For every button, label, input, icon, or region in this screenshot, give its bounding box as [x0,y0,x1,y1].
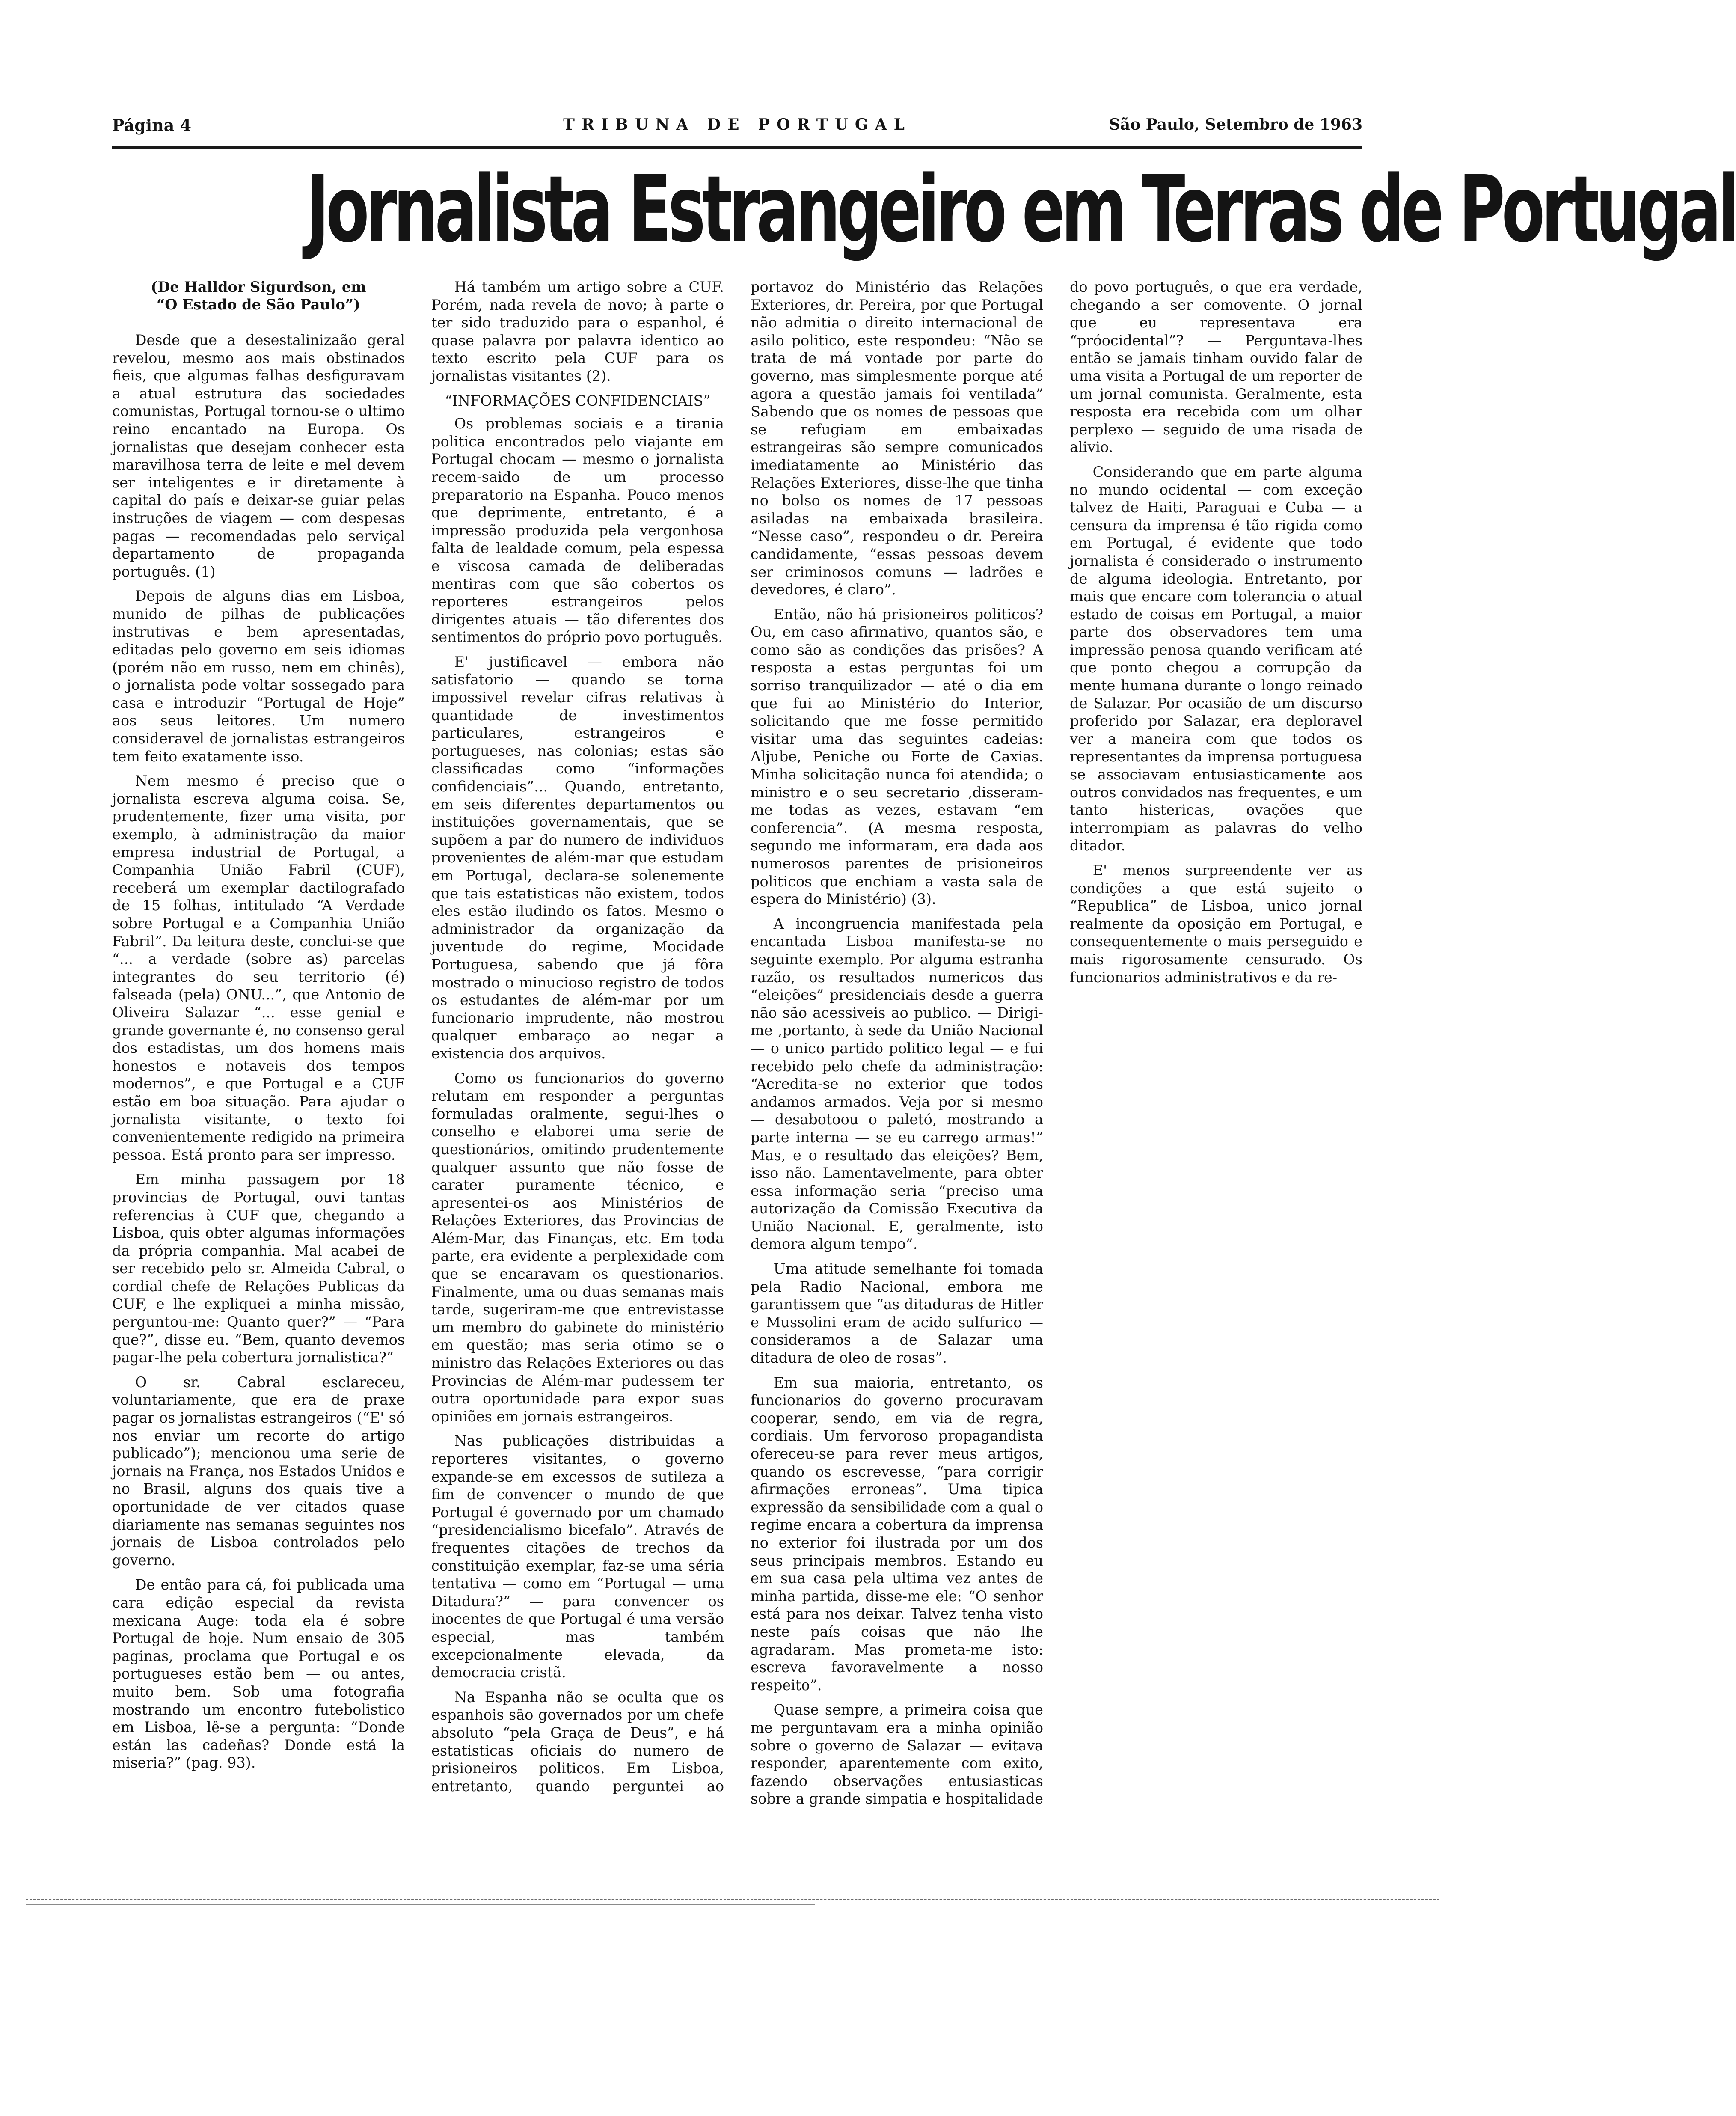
article-byline [112,278,405,313]
article-paragraph: Nem mesmo é preciso que o jornalista escreva alguma coisa. Se, prudentemente, fizer uma visita, por exemplo, à administração da maior empresa industrial de Portugal, a Companhia União Fabril (CUF), receberá um exemplar dactilografado de 15 folhas, intitulado “A Verdade sobre Portugal e a Companhia União Fabril”. Da leitura deste, conclui-se que “... a verdade (sobre as) parcelas integrantes do seu territorio (é) falseada (pela) ONU...”, que Antonio de Oliveira Salazar “... esse genial e grande governante é, no consenso geral dos estadistas, um dos homens mais honestos e notaveis dos tempos modernos”, e que Portugal e a CUF estão em boa situação. Para ajudar o jornalista visitante, o texto foi convenientemente redigido na primeira pessoa. Está pronto para ser impresso. [112,773,405,1163]
article-subheading: “INFORMAÇÕES CONFIDENCIAIS” [445,392,711,409]
page-header [112,112,1362,149]
byline-source: “O Estado de São Paulo”) [157,296,360,313]
article-paragraph: Então, não há prisioneiros politicos? Ou, em caso afirmativo, quantos são, e como são as condições das prisões? A resposta a estas perguntas foi um sorriso tranquilizador — até o dia em que fui ao Ministério do Interior, solicitando que me fosse permitido visitar uma das seguintes cadeias: Aljube, Peniche ou Forte de Caxias. Minha solicitação nunca foi atendida; o ministro e o seu secretario ,disseram-me todas as vezes, estavam “em conferencia”. (A mesma resposta, segundo me informaram, era dada aos numerosos parentes de prisioneiros politicos que enchiam a vasta sala de espera do Ministério) (3). [751,606,1043,908]
page-number: Página 4 [112,116,192,135]
byline-author: (De Halldor Sigurdson, em [151,279,366,295]
article-paragraph: E' menos surpreendente ver as condições a que está sujeito o “Republica” de Lisboa, unico jornal realmente da oposição em Portugal, e consequentemente o mais perseguido e mais rigorosamente censurado. Os funcionarios administrativos e da re- [1070,862,1362,986]
article-paragraph: A incongruencia manifestada pela encantada Lisboa manifesta-se no seguinte exemplo. Por alguma estranha razão, os resultados numericos das “eleições” presidenciais desde a guerra não são acessiveis ao publico. — Dirigi-me ,portanto, à sede da União Nacional — o unico partido politico legal — e fui recebido pelo chefe da administração: “Acredita-se no exterior que todos andamos armados. Veja por si mesmo — desabotoou o paletó, mostrando a parte interna — se eu carrego armas!” Mas, e o resultado das eleições? Bem, isso não. Lamentavelmente, para obter essa informação seria “preciso uma autorização da Comissão Executiva da União Nacional. E, geralmente, isto demora algum tempo”. [751,915,1043,1253]
article-paragraph: De então para cá, foi publicada uma cara edição especial da revista mexicana Auge: toda ela é sobre Portugal de hoje. Num ensaio de 305 paginas, proclama que Portugal e os portugueses estão bem — ou antes, muito bem. Sob uma fotografia mostrando um encontro futebolistico em Lisboa, lê-se a pergunta: “Donde están las cadeñas? Donde está la miseria?” (pag. 93). [112,1576,405,1771]
article-body [112,278,1362,1810]
issue-date: São Paulo, Setembro de 1963 [1109,116,1362,134]
article-paragraph: Nas publicações distribuidas a reporteres visitantes, o governo expande-se em excessos de sutileza a fim de convencer o mundo de que Portugal é governado por um chamado “presidencialismo bicefalo”. Através de frequentes citações de trechos da constituição exemplar, faz-se uma séria tentativa — como em “Portugal — uma Ditadura?” — para convencer os inocentes de que Portugal é uma versão especial, mas também excepcionalmente elevada, da democracia cristã. [431,1432,724,1681]
article-paragraph: O sr. Cabral esclareceu, voluntariamente, que era de praxe pagar os jornalistas estrangeiros (“E' só nos enviar um recorte do artigo publicado”); mencionou uma serie de jornais na França, nos Estados Unidos e no Brasil, alguns dos quais tive a oportunidade de ver citados quase diariamente nas semanas seguintes nos jornais de Lisboa controlados pelo governo. [112,1373,405,1569]
article-paragraph: Desde que a desestalinizaão geral revelou, mesmo aos mais obstinados fieis, que algumas falhas desfiguravam a atual estrutura das sociedades comunistas, Portugal tornou-se o ultimo reino encantado na Europa. Os jornalistas que desejam conhecer esta maravilhosa terra de leite e mel devem ser inteligentes e ir diretamente à capital do país e deixar-se guiar pelas instruções de viagem — com despesas pagas — recomendadas pelo serviçal departamento de propaganda português. (1) [112,332,405,580]
article-paragraph: Em minha passagem por 18 provincias de Portugal, ouvi tantas referencias à CUF que, chegando a Lisboa, quis obter algumas informações da própria companhia. Mal acabei de ser recebido pelo sr. Almeida Cabral, o cordial chefe de Relações Publicas da CUF, e lhe expliquei a minha missão, perguntou-me: Quanto quer?” — “Para que?”, disse eu. “Bem, quanto devemos pagar-lhe pela cobertura jornalistica?” [112,1171,405,1366]
article-paragraph: Em sua maioria, entretanto, os funcionarios do governo procuravam cooperar, sendo, em via de regra, cordiais. Um fervoroso propagandista ofereceu-se para rever meus artigos, quando os escrevesse, “para corrigir afirmações erroneas”. Uma tipica expressão da sensibilidade com a qual o regime encara a cobertura da imprensa no exterior foi ilustrada por um dos seus principais membros. Estando eu em sua casa pela ultima vez antes de minha partida, disse-me ele: “O senhor está para nos deixar. Talvez tenha visto neste país coisas que não lhe agradaram. Mas prometa-me isto: escreva favoravelmente a nosso respeito”. [751,1374,1043,1694]
publication-name: TRIBUNA DE PORTUGAL [563,116,911,134]
article-headline: Jornalista Estrangeiro em Terras de Portugal [306,156,1736,263]
article-paragraph: E' justificavel — embora não satisfatorio — quando se torna impossivel revelar cifras relativas à quantidade de investimentos particulares, estrangeiros e portugueses, nas colonias; estas são classificadas como “informações confidenciais”... Quando, entretanto, em seis diferentes departamentos ou instituições governamentais, que se supõem a par do numero de individuos provenientes de além-mar que estudam em Portugal, declara-se solenemente que tais estatisticas não existem, todos eles estão iludindo os fatos. Mesmo o administrador da organização da juventude do regime, Mocidade Portuguesa, sabendo que já fôra mostrado o minucioso registro de todos os estudantes de além-mar por um funcionario imprudente, não mostrou qualquer embaraço ao negar a existencia dos arquivos. [431,653,724,1062]
bottom-divider-secondary [26,1904,815,1905]
article-paragraph: Os problemas sociais e a tirania politica encontrados pelo viajante em Portugal chocam — mesmo o jornalista recem-saido de um processo preparatorio na Espanha. Pouco menos que deprimente, entretanto, é a impressão produzida pela vergonhosa falta de lealdade comum, pela espessa e viscosa camada de deliberadas mentiras com que são cobertos os reporteres estrangeiros pelos dirigentes atuais — tão diferentes dos sentimentos do próprio povo português. [431,415,724,646]
article-paragraph: Quase sempre, a primeira coisa que me perguntavam era a minha opinião sobre o governo de Salazar — evitava responder, aparentemente com exito, fazendo observações entusiasticas sobre a grande simpatia e hospitalidade do povo português, o que era verdade, chegando a ser comovente. O jornal que eu representava era “próocidental”? — Perguntava-lhes então se jamais tinham ouvido falar de uma visita a Portugal de um reporter de um jornal comunista. Geralmente, esta resposta era recebida com um olhar perplexo — seguido de uma risada de alivio. [751,279,1362,1807]
article-paragraph: Na Espanha não se oculta que os espanhois são governados por um chefe absoluto “pela Graça de Deus”, e há estatisticas oficiais do numero de prisioneiros politicos. Em Lisboa, entretanto, quando perguntei ao portavoz do Ministério das Relações Exteriores, dr. Pereira, por que Portugal não admitia o direito internacional de asilo politico, este respondeu: “Não se trata de má vontade por parte do governo, mas simplesmente porque até agora a questão jamais foi ventilada” Sabendo que os nomes de pessoas que se refugiam em embaixadas estrangeiras são sempre comunicados imediatamente ao Ministério das Relações Exteriores, disse-lhe que tinha no bolso os nomes de 17 pessoas asiladas na embaixada brasileira. “Nesse caso”, respondeu o dr. Pereira candidamente, “essas pessoas devem ser criminosos comuns — ladrões e devedores, é claro”. [431,279,1043,1795]
article-paragraph: Há também um artigo sobre a CUF. Porém, nada revela de novo; à parte o ter sido traduzido para o espanhol, é quase palavra por palavra identico ao texto escrito pela CUF para os jornalistas visitantes (2). [431,279,724,384]
article-paragraph: Considerando que em parte alguma no mundo ocidental — com exceção talvez de Haiti, Paraguai e Cuba — a censura da imprensa é tão rigida como em Portugal, é evidente que todo jornalista é considerado o instrumento de alguma ideologia. Entretanto, por mais que encare com tolerancia o atual estado de coisas em Portugal, a maior parte dos observadores tem uma impressão penosa quando verificam até que ponto chegou a corrupção da mente humana durante o longo reinado de Salazar. Por ocasião de um discurso proferido por Salazar, era deploravel ver a maneira com que todos os representantes da imprensa portuguesa se associavam entusiasticamente aos outros convidados nas frequentes, e um tanto histericas, ovações que interrompiam as palavras do velho ditador. [1070,463,1362,854]
article-paragraph: Como os funcionarios do governo relutam em responder a perguntas formuladas oralmente, segui-lhes o conselho e elaborei uma serie de questionários, omitindo prudentemente qualquer assunto que não fosse de carater puramente técnico, e apresentei-os aos Ministérios de Relações Exteriores, das Provincias de Além-Mar, das Finanças, etc. Em toda parte, era evidente a perplexidade com que se encaravam os questionarios. Finalmente, uma ou duas semanas mais tarde, sugeriram-me que entrevistasse um membro do gabinete do ministério em questão; mas seria otimo se o ministro das Relações Exteriores ou das Provincias de Além-mar pudessem ter outra oportunidade para expor suas opiniões em jornais estrangeiros. [431,1070,724,1425]
article-paragraph: Depois de alguns dias em Lisboa, munido de pilhas de publicações instrutivas e bem apresentadas, editadas pelo governo em seis idiomas (porém não em russo, nem em chinês), o jornalista pode voltar sossegado para casa e introduzir “Portugal de Hoje” aos seus leitores. Um numero consideravel de jornalistas estrangeiros tem feito exatamente isso. [112,588,405,765]
bottom-divider [26,1899,1439,1900]
article-paragraph: Uma atitude semelhante foi tomada pela Radio Nacional, embora me garantissem que “as ditaduras de Hitler e Mussolini eram de acido sulfurico — consideramos a de Salazar uma ditadura de oleo de rosas”. [751,1260,1043,1367]
